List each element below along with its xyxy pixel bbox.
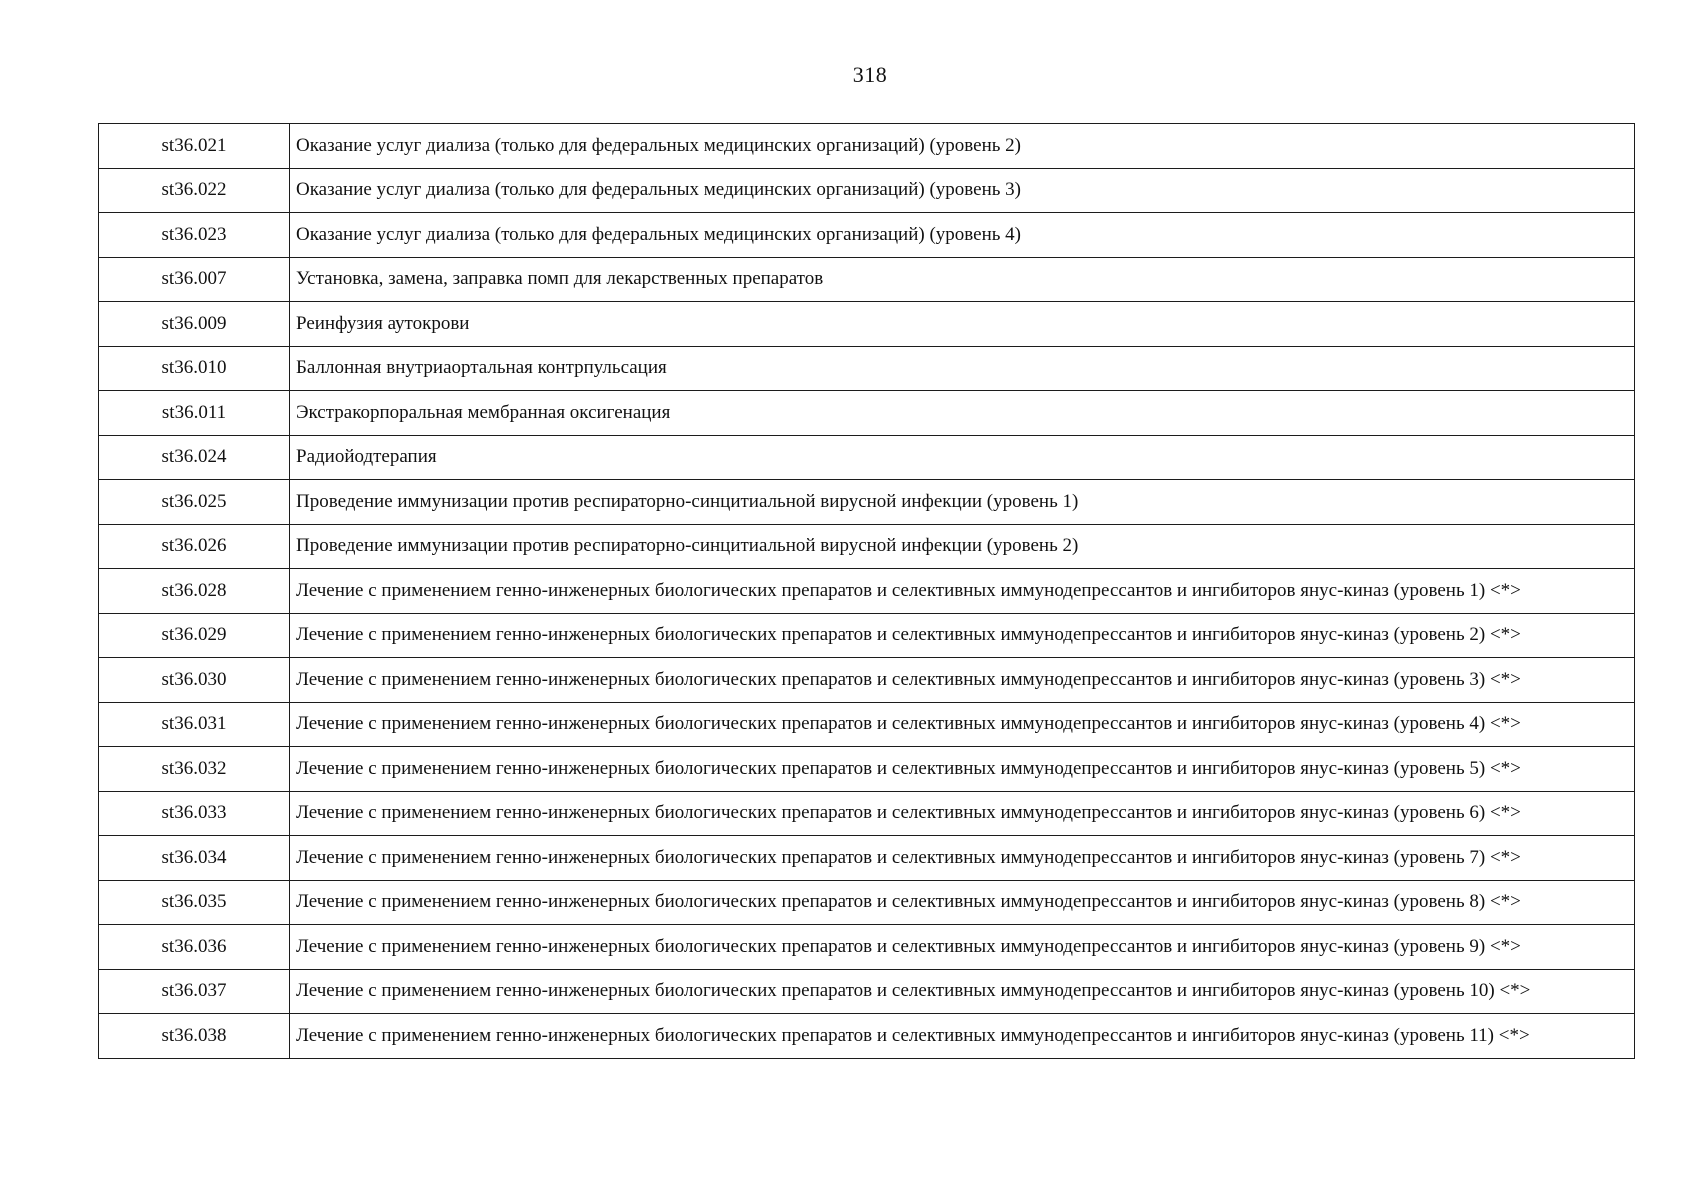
table-row: [99, 257, 1635, 302]
row-name-cell: Лечение с применением генно-инженерных биологических препаратов и селективных иммунодепрессантов и ингибиторов янус-киназ (уровень 11) <*>: [290, 1014, 1635, 1059]
row-name-cell: Оказание услуг диализа (только для федеральных медицинских организаций) (уровень 4): [290, 213, 1635, 258]
row-name-cell: Лечение с применением генно-инженерных биологических препаратов и селективных иммунодепрессантов и ингибиторов янус-киназ (уровень 6) <*>: [290, 791, 1635, 836]
row-code-cell: st36.031: [99, 702, 290, 747]
table-row: [99, 435, 1635, 480]
row-name-cell: Проведение иммунизации против респираторно-синцитиальной вирусной инфекции (уровень 1): [290, 480, 1635, 525]
row-name-cell: Лечение с применением генно-инженерных биологических препаратов и селективных иммунодепрессантов и ингибиторов янус-киназ (уровень 4) <*>: [290, 702, 1635, 747]
row-code-cell: st36.034: [99, 836, 290, 881]
table-row: [99, 302, 1635, 347]
table-row: [99, 124, 1635, 169]
table-row: [99, 346, 1635, 391]
row-name-cell: Установка, замена, заправка помп для лекарственных препаратов: [290, 257, 1635, 302]
table-row: [99, 613, 1635, 658]
row-name-cell: Оказание услуг диализа (только для федеральных медицинских организаций) (уровень 3): [290, 168, 1635, 213]
row-code-cell: st36.007: [99, 257, 290, 302]
row-name-cell: Реинфузия аутокрови: [290, 302, 1635, 347]
table-row: [99, 925, 1635, 970]
row-name-cell: Лечение с применением генно-инженерных биологических препаратов и селективных иммунодепрессантов и ингибиторов янус-киназ (уровень 2) <*>: [290, 613, 1635, 658]
table-row: [99, 791, 1635, 836]
row-name-cell: Оказание услуг диализа (только для федеральных медицинских организаций) (уровень 2): [290, 124, 1635, 169]
row-name-cell: Лечение с применением генно-инженерных биологических препаратов и селективных иммунодепрессантов и ингибиторов янус-киназ (уровень 1) <*>: [290, 569, 1635, 614]
row-code-cell: st36.011: [99, 391, 290, 436]
row-code-cell: st36.009: [99, 302, 290, 347]
row-name-cell: Радиойодтерапия: [290, 435, 1635, 480]
table-row: [99, 569, 1635, 614]
table-row: [99, 747, 1635, 792]
row-code-cell: st36.024: [99, 435, 290, 480]
table-row: [99, 524, 1635, 569]
row-code-cell: st36.023: [99, 213, 290, 258]
row-name-cell: Экстракорпоральная мембранная оксигенация: [290, 391, 1635, 436]
row-name-cell: Лечение с применением генно-инженерных биологических препаратов и селективных иммунодепрессантов и ингибиторов янус-киназ (уровень 8) <*>: [290, 880, 1635, 925]
row-code-cell: st36.036: [99, 925, 290, 970]
row-name-cell: Лечение с применением генно-инженерных биологических препаратов и селективных иммунодепрессантов и ингибиторов янус-киназ (уровень 7) <*>: [290, 836, 1635, 881]
row-code-cell: st36.029: [99, 613, 290, 658]
row-code-cell: st36.021: [99, 124, 290, 169]
table-row: [99, 168, 1635, 213]
page-number: 318: [852, 62, 888, 87]
row-name-cell: Лечение с применением генно-инженерных биологических препаратов и селективных иммунодепрессантов и ингибиторов янус-киназ (уровень 5) <*>: [290, 747, 1635, 792]
table-row: [99, 836, 1635, 881]
table-row: [99, 1014, 1635, 1059]
table-row: [99, 391, 1635, 436]
row-code-cell: st36.028: [99, 569, 290, 614]
row-name-cell: Баллонная внутриаортальная контрпульсация: [290, 346, 1635, 391]
row-code-cell: st36.025: [99, 480, 290, 525]
row-code-cell: st36.022: [99, 168, 290, 213]
row-name-cell: Лечение с применением генно-инженерных биологических препаратов и селективных иммунодепрессантов и ингибиторов янус-киназ (уровень 10) <*>: [290, 969, 1635, 1014]
row-code-cell: st36.030: [99, 658, 290, 703]
row-code-cell: st36.010: [99, 346, 290, 391]
ksg-table: [98, 123, 1635, 1059]
row-code-cell: st36.033: [99, 791, 290, 836]
table-row: [99, 702, 1635, 747]
table-row: [99, 213, 1635, 258]
row-code-cell: st36.035: [99, 880, 290, 925]
table-body: [99, 124, 1635, 1059]
row-code-cell: st36.032: [99, 747, 290, 792]
table-row: [99, 480, 1635, 525]
row-code-cell: st36.026: [99, 524, 290, 569]
row-code-cell: st36.038: [99, 1014, 290, 1059]
row-name-cell: Проведение иммунизации против респираторно-синцитиальной вирусной инфекции (уровень 2): [290, 524, 1635, 569]
table-row: [99, 969, 1635, 1014]
table-row: [99, 880, 1635, 925]
row-name-cell: Лечение с применением генно-инженерных биологических препаратов и селективных иммунодепрессантов и ингибиторов янус-киназ (уровень 3) <*>: [290, 658, 1635, 703]
row-code-cell: st36.037: [99, 969, 290, 1014]
row-name-cell: Лечение с применением генно-инженерных биологических препаратов и селективных иммунодепрессантов и ингибиторов янус-киназ (уровень 9) <*>: [290, 925, 1635, 970]
table-row: [99, 658, 1635, 703]
